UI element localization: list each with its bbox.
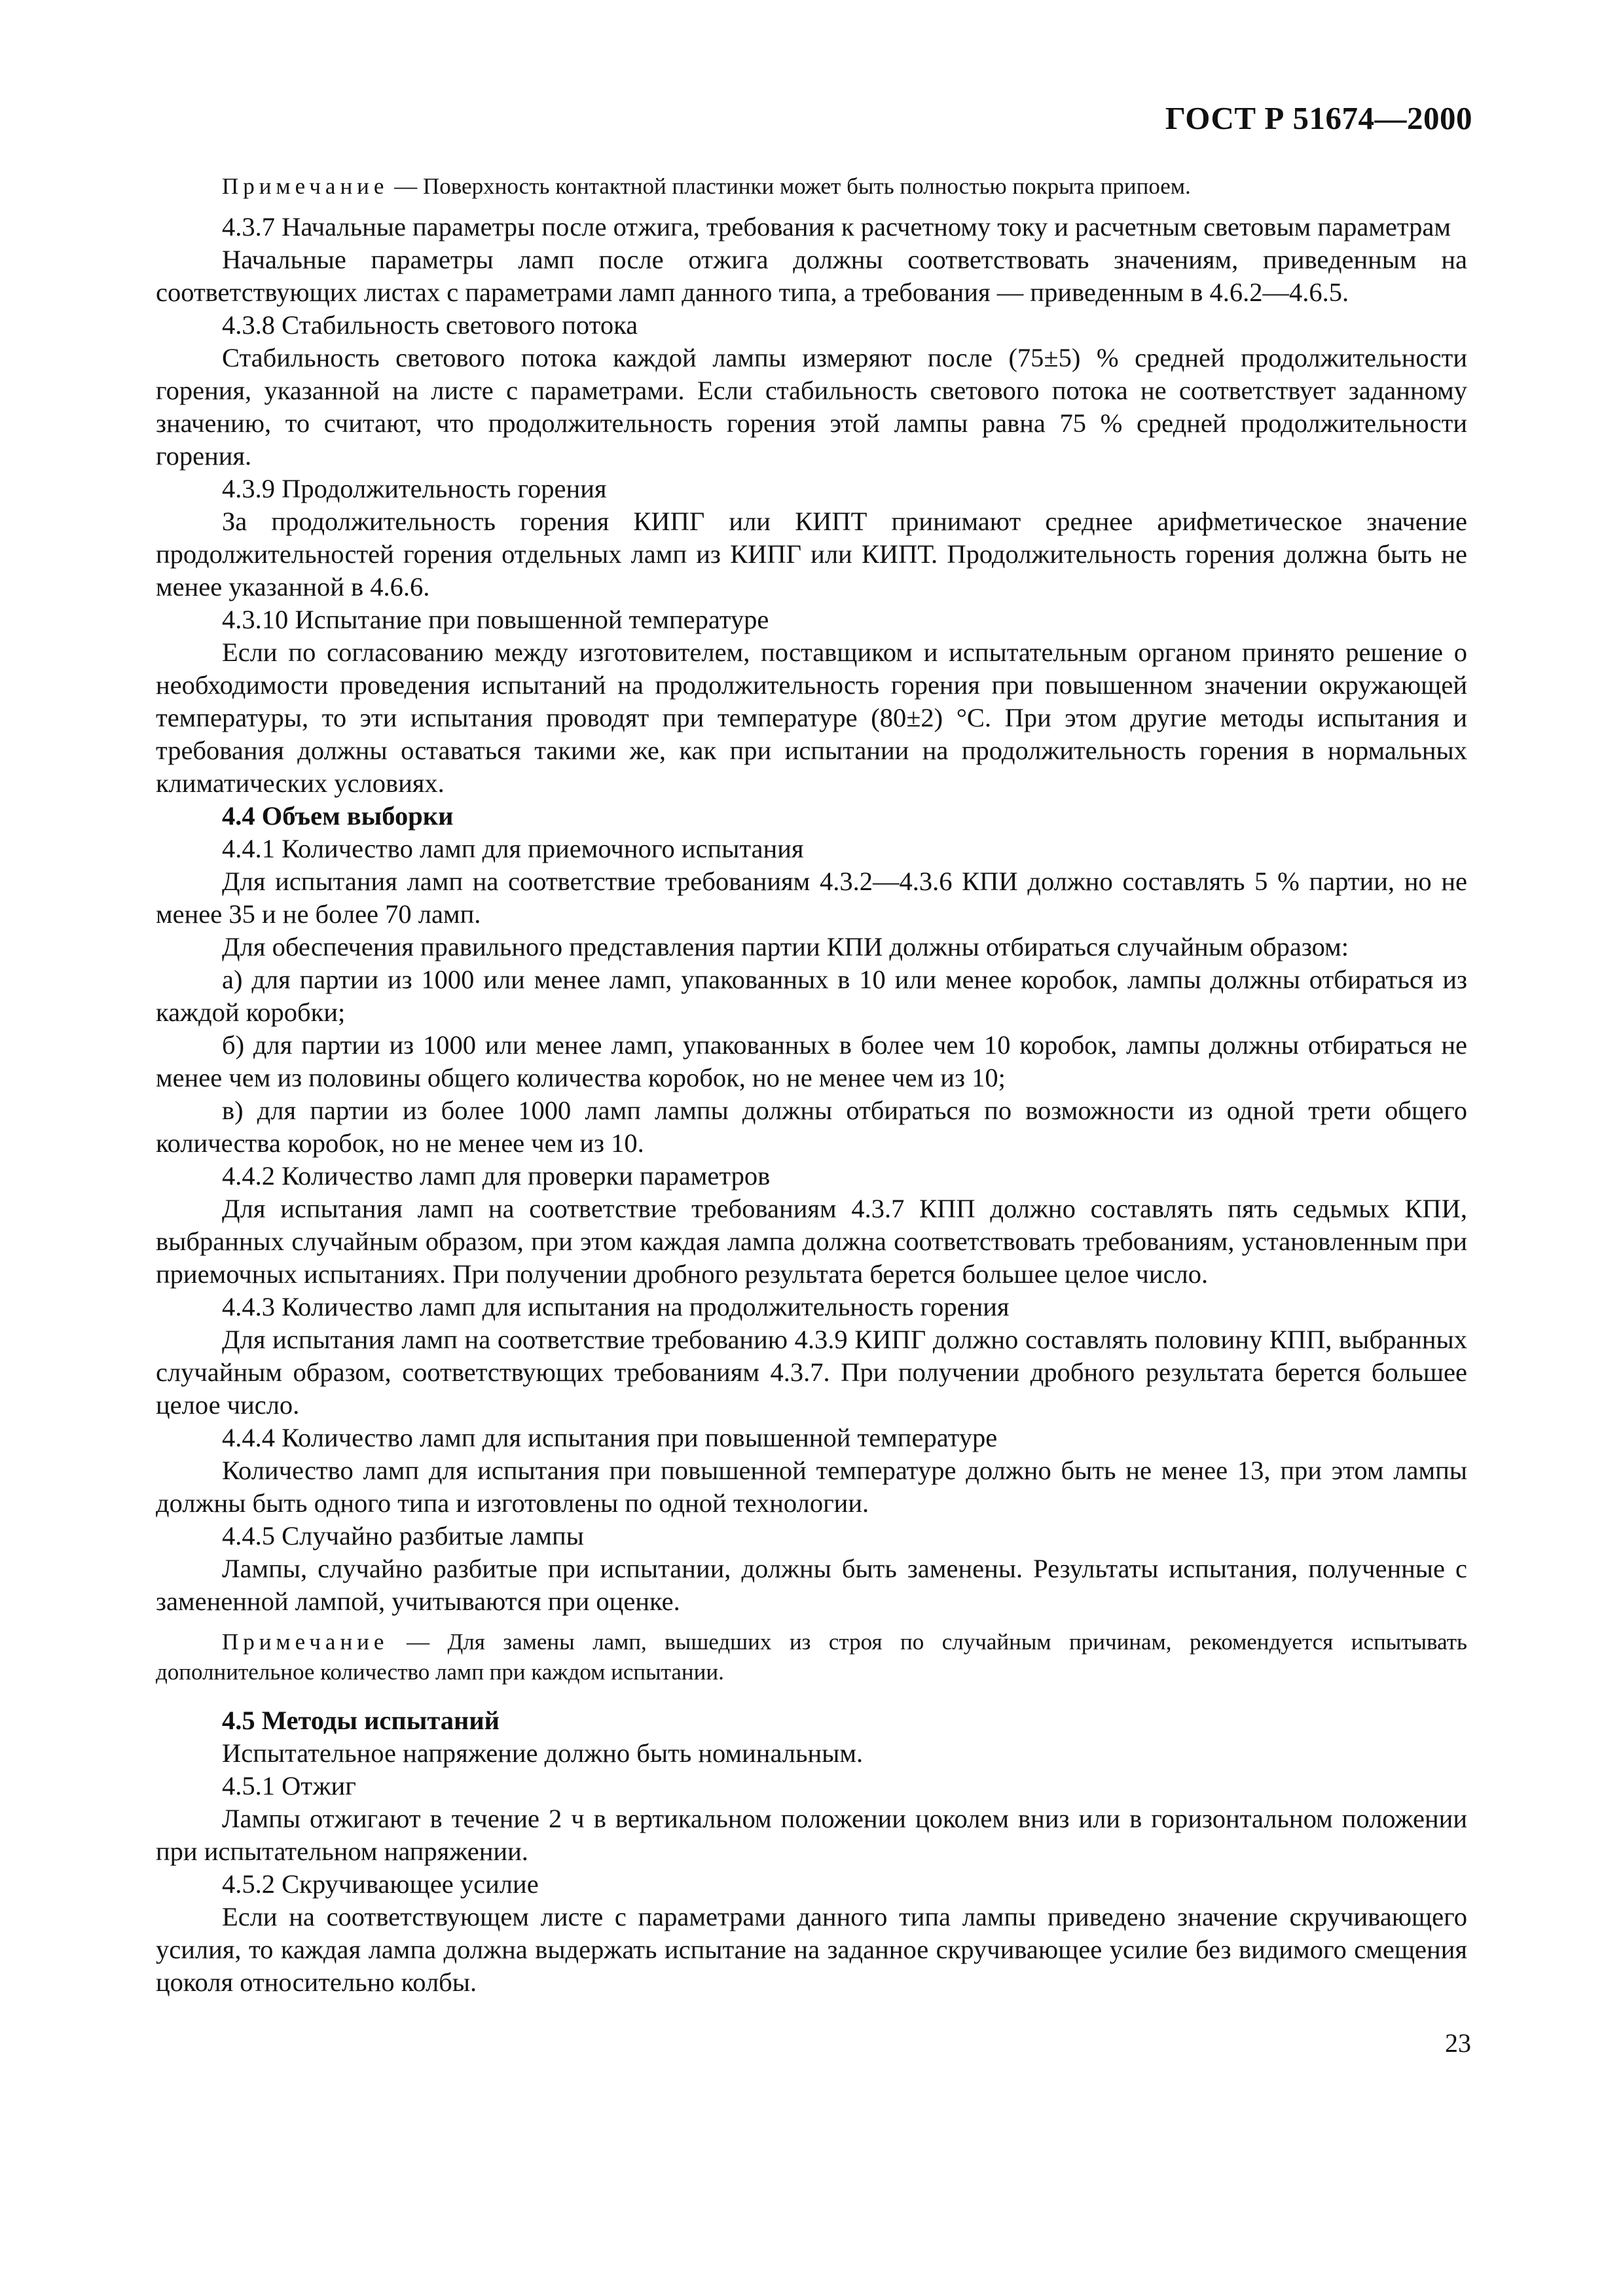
note-label: Примечание: [222, 173, 389, 199]
section-heading-4-3-10: 4.3.10 Испытание при повышенной температуре: [222, 605, 769, 634]
section-body-4-3-10: Если по согласованию между изготовителем, поставщиком и испытательным органом принято решение о необходимости проведения испытаний на продолжительность горения при повышенном значении окружающей температуры, то эти испытания проводят при температуре (80±2) °С. При этом другие методы испытания и требования должны оставаться такими же, как при испытании на продолжительность горения в нормальных климатических условиях.: [156, 637, 1467, 798]
section-body-4-5: Испытательное напряжение должно быть номинальным.: [222, 1738, 864, 1768]
section-body-4-4-4: Количество ламп для испытания при повышенной температуре должно быть не менее 13, при этом лампы должны быть одного типа и изготовлены по одной технологии.: [156, 1456, 1467, 1518]
section-heading-4-5-2: 4.5.2 Скручивающее усилие: [222, 1869, 539, 1899]
section-body-4-5-2: Если на соответствующем листе с параметрами данного типа лампы приведено значение скручивающего усилия, то каждая лампа должна выдержать испытание на заданное скручивающее усилие без видимого смещения цоколя относительно колбы.: [156, 1902, 1467, 1997]
note-1: [156, 171, 1467, 202]
section-heading-4-3-8: 4.3.8 Стабильность светового потока: [222, 310, 638, 340]
section-heading-4-4-5: 4.4.5 Случайно разбитые лампы: [222, 1521, 584, 1551]
note-label: Примечание: [222, 1629, 389, 1655]
section-body-4-5-1: Лампы отжигают в течение 2 ч в вертикальном положении цоколем вниз или в горизонтальном положении при испытательном напряжении.: [156, 1804, 1467, 1866]
list-item-b: б) для партии из 1000 или менее ламп, упакованных в более чем 10 коробок, лампы должны отбираться не менее чем из половины общего количества коробок, но не менее чем из 10;: [156, 1030, 1467, 1092]
page-number: 23: [1445, 2028, 1471, 2058]
section-body-4-4-3: Для испытания ламп на соответствие требованию 4.3.9 КИПГ должно составлять половину КПП, выбранных случайным образом, соответствующих требованиям 4.3.7. При получении дробного результата берется большее целое число.: [156, 1325, 1467, 1420]
document-header: ГОСТ Р 51674—2000: [1165, 100, 1472, 136]
note-2: [156, 1627, 1467, 1687]
list-item-a: а) для партии из 1000 или менее ламп, упакованных в 10 или менее коробок, лампы должны отбираться из каждой коробки;: [156, 965, 1467, 1027]
section-heading-4-4-1: 4.4.1 Количество ламп для приемочного испытания: [222, 834, 804, 863]
section-body-4-4-1-p1: Для испытания ламп на соответствие требованиям 4.3.2—4.3.6 КПИ должно составлять 5 % партии, но не менее 35 и не более 70 ламп.: [156, 867, 1467, 929]
section-body-4-3-9: За продолжительность горения КИПГ или КИПТ принимают среднее арифметическое значение продолжительностей горения отдельных ламп из КИПГ или КИПТ. Продолжительность горения должна быть не менее указанной в 4.6.6.: [156, 507, 1467, 601]
page-content: [156, 171, 1467, 1999]
section-heading-4-4-3: 4.4.3 Количество ламп для испытания на продолжительность горения: [222, 1292, 1010, 1321]
section-body-4-3-7: Начальные параметры ламп после отжига должны соответствовать значениям, приведенным на соответствующих листах с параметрами ламп данного типа, а требования — приведенным в 4.6.2—4.6.5.: [156, 245, 1467, 307]
list-item-c: в) для партии из более 1000 ламп лампы должны отбираться по возможности из одной трети общего количества коробок, но не менее чем из 10.: [156, 1096, 1467, 1158]
section-body-4-4-5: Лампы, случайно разбитые при испытании, должны быть заменены. Результаты испытания, полученные с замененной лампой, учитываются при оценке.: [156, 1554, 1467, 1616]
section-heading-4-5-1: 4.5.1 Отжиг: [222, 1771, 356, 1801]
note-text: — Для замены ламп, вышедших из строя по случайным причинам, рекомендуется испытывать дополнительное количество ламп при каждом испытании.: [156, 1629, 1467, 1685]
section-heading-4-3-9: 4.3.9 Продолжительность горения: [222, 474, 607, 503]
section-heading-4-4: 4.4 Объем выборки: [222, 801, 454, 831]
section-heading-4-5: 4.5 Методы испытаний: [222, 1706, 500, 1735]
section-heading-4-4-4: 4.4.4 Количество ламп для испытания при повышенной температуре: [222, 1423, 998, 1452]
section-body-4-4-2: Для испытания ламп на соответствие требованиям 4.3.7 КПП должно составлять пять седьмых КПИ, выбранных случайным образом, при этом каждая лампа должна соответствовать требованиям, установленным при приемочных испытаниях. При получении дробного результата берется большее целое число.: [156, 1194, 1467, 1289]
section-heading-4-4-2: 4.4.2 Количество ламп для проверки параметров: [222, 1161, 771, 1191]
section-body-4-4-1-p2: Для обеспечения правильного представления партии КПИ должны отбираться случайным образом:: [222, 932, 1349, 961]
section-body-4-3-8: Стабильность светового потока каждой лампы измеряют после (75±5) % средней продолжительности горения, указанной на листе с параметрами. Если стабильность светового потока не соответствует заданному значению, то считают, что продолжительность горения этой лампы равна 75 % средней продолжительности горения.: [156, 343, 1467, 471]
section-heading-4-3-7: 4.3.7 Начальные параметры после отжига, требования к расчетному току и расчетным световым параметрам: [222, 212, 1451, 242]
note-text: — Поверхность контактной пластинки может быть полностью покрыта припоем.: [388, 173, 1191, 199]
